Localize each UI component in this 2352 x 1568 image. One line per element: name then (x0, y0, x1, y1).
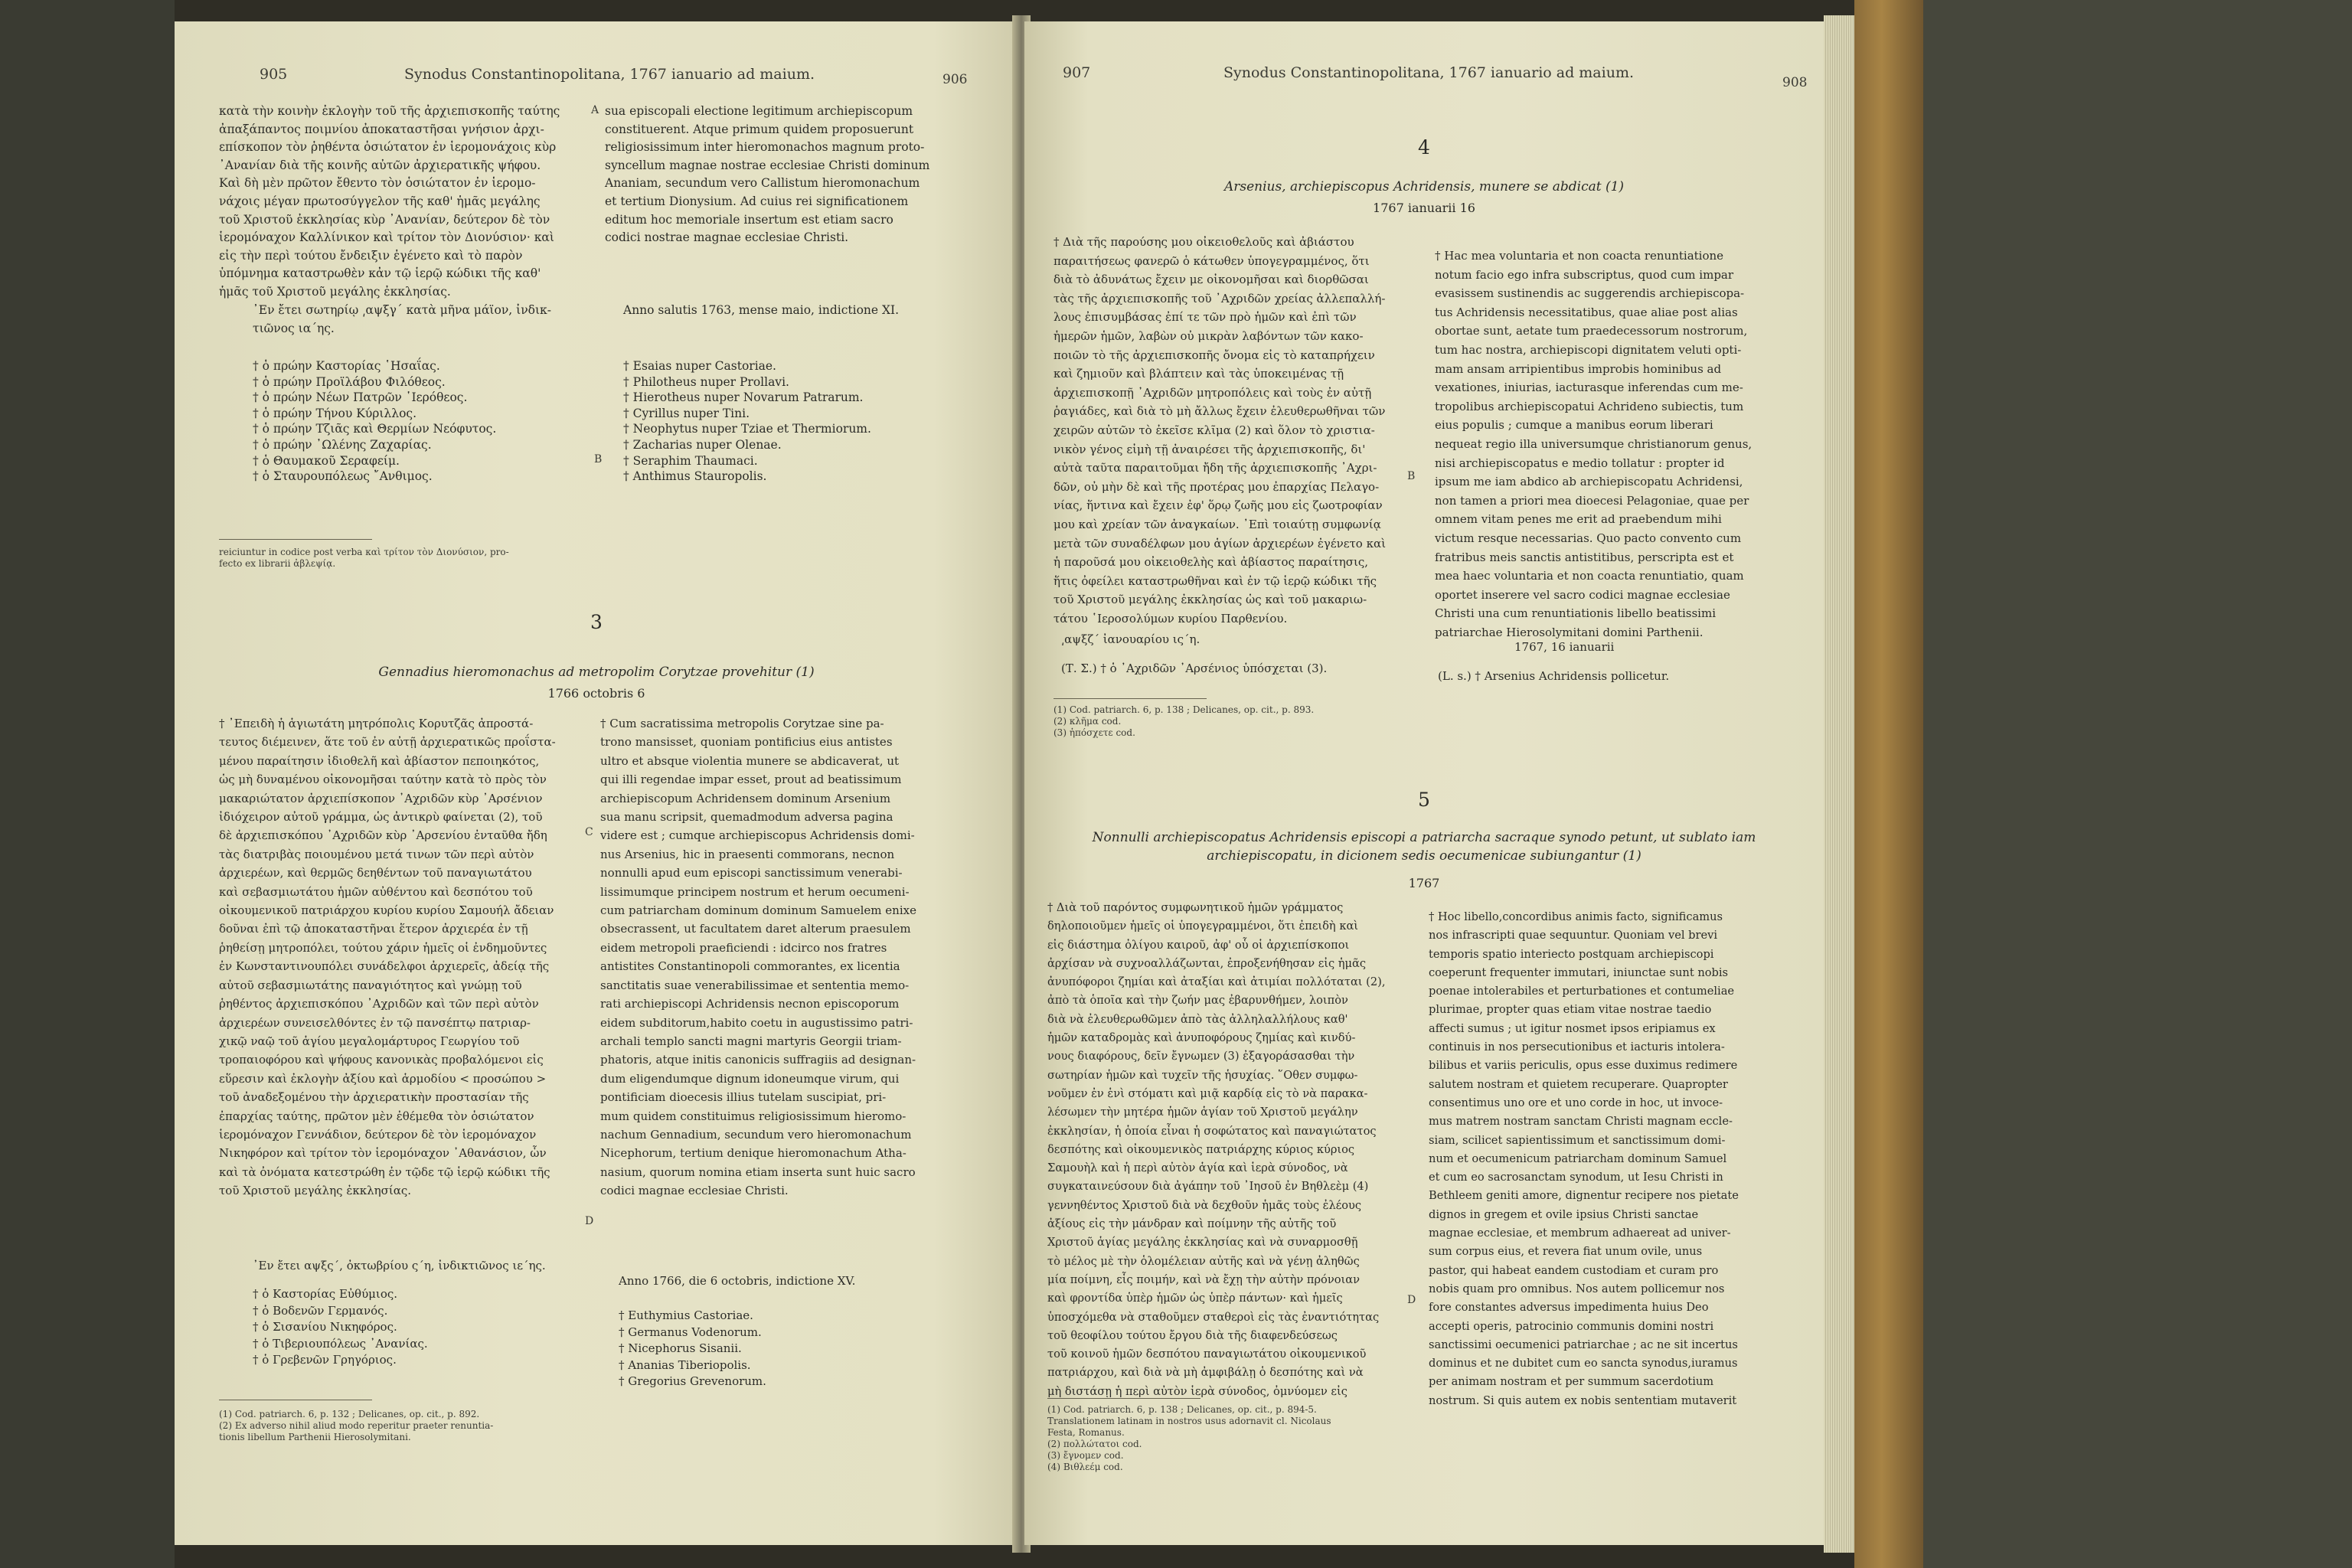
background-right (1923, 0, 2352, 1568)
signatures-latin: † Euthymius Castoriae. † Germanus Vodenorum. † Nicephorus Sisanii. † Ananias Tiberiopolis. † Gregorius Grevenorum. (619, 1308, 766, 1388)
date-latin: Anno salutis 1763, mense maio, indictione XI. (623, 303, 900, 317)
greek-column: † Διὰ τῆς παρούσης μου οἰκειοθελοῦς καὶ ἀβιάστου παραιτήσεως φανερῶ ὁ κάτωθεν ὑπογεγραμμένος, ὅτι διὰ τὸ ἀδυνάτως ἔχειν με οἰκονομῆσαι καὶ διορθῶσαι τὰς τῆς ἀρχιεπισκοπῆς τοῦ ᾿Αχριδῶν χρείας ἀλλεπαλλή- λους ἐπισυμβάσας ἐπί τε τῶν πρὸ ἡμῶν καὶ ἐπὶ τῶν ἡμερῶν ἡμῶν, λαβὼν οὐ μικρὰν λαβόντων τῶν κακο- ποιῶν τὸ τῆς ἀρχιεπισκοπῆς ὄνομα εἰς τὸ καταπρήχειν καὶ ζημιοῦν καὶ βλάπτειν καὶ τὰς ὑποκειμένας τῇ ἀρχιεπισκοπῇ ᾿Αχριδῶν μητροπόλεις καὶ τοὺς ἐν αὐτῇ ῥαγιάδες, καὶ διὰ τὸ μὴ ἄλλως ἔχειν ἐλευθερωθῆναι τῶν χειρῶν αὐτῶν τὸ ἐκεῖσε κλῖμα (2) καὶ ὅλον τὸ χριστια- νικὸν γένος εἰμὴ τῇ ἀναιρέσει τῆς ἀρχιεπισκοπῆς, δι' αὐτὰ ταῦτα παραιτοῦμαι ἤδη τῆς ἀρχιεπισκοπῆς ᾿Αχρι- δῶν, οὐ μὴν δὲ καὶ τῆς προτέρας μου ἐπαρχίας Πελαγο- νίας, ἥντινα καὶ ἔχειν ἐφ' ὅρῳ ζωῆς μου εἰς ζωοτροφίαν μου καὶ χρείαν τῶν ἀναγκαίων. ᾿Επὶ τοιαύτῃ συμφωνίᾳ μετὰ τῶν συναδέλφων μου ἁγίων ἀρχιερέων ἐγένετο καὶ ἡ παροῦσά μου οἰκειοθελὴς καὶ ἀβίαστος παραίτησις, ἥτις ὀφείλει καταστρωθῆναι καὶ ἐν τῷ ἱερῷ κώδικι τῆς τοῦ Χριστοῦ μεγάλης ἐκκλησίας ὡς καὶ τοῦ μακαριω- τάτου ῾Ιεροσολύμων κυρίου Παρθενίου. (1054, 235, 1386, 626)
document-title: Gennadius hieromonachus ad metropolim Corytzae provehitur (1) (378, 665, 815, 680)
book-cover-edge (1854, 0, 1923, 1568)
margin-marker: D (585, 1215, 594, 1227)
signature-greek: (Τ. Σ.) † ὁ ᾿Αχριδῶν ᾿Αρσένιος ὑπόσχεται (3). (1061, 662, 1328, 675)
page-number: 905 (260, 66, 288, 83)
document-title: Nonnulli archiepiscopatus Achridensis episcopi a patriarcha sacraque synodo petunt, ut sublato iam archiepiscopatu, in dicionem sedis oecumenicae subiungantur (1) (1092, 830, 1756, 864)
date-greek: ᾿Εν ἔτει αψξς΄, ὀκτωβρίου ς΄η, ἰνδικτιῶνος ιε΄ης. (253, 1259, 546, 1272)
footnote: (1) Cod. patriarch. 6, p. 138 ; Delicanes, op. cit., p. 893. (2) κλῆμα cod. (3) ἡπόσχετε cod. (1054, 704, 1315, 738)
margin-marker: C (585, 826, 593, 838)
document-date: 1767 (1408, 876, 1440, 890)
signatures-latin: † Esaias nuper Castoriae. † Philotheus nuper Prollavi. † Hierotheus nuper Novarum Patrarum. † Cyrillus nuper Tini. † Neophytus nuper Tziae et Thermiorum. † Zacharias nuper Olenae. † Seraphim Thaumaci. † Anthimus Stauropolis. (623, 359, 871, 484)
date-greek: ͵αψξζ΄ ἰανουαρίου ις΄η. (1061, 632, 1200, 646)
footnote-rule (1047, 1398, 1200, 1399)
footnote: reiciuntur in codice post verba καὶ τρίτον τὸν Διονύσιον, pro- fecto ex librarii ἀβλεψίᾳ. (219, 547, 509, 569)
latin-column: † Hac mea voluntaria et non coacta renuntiatione notum facio ego infra subscriptus, quod cum impar evasissem sustinendis ac suggerendis archiepiscopa- tus Achridensis necessitatibus, quae aliae post alias obortae sunt, aetate tum praedecessorum nostrorum, tum hac nostra, archiepiscopi dignitatem veluti opti- mam ansam arripientibus improbis hominibus ad vexationes, iniurias, iacturasque inferendas cum me- tropolibus archiepiscopatui Achrideno subiectis, tum eius populis ; cumque a manibus eorum liberari nequeat regio illa universumque christianorum genus, nisi archiepiscopatus e medio tollatur : propter id ipsum me iam abdico ab archiepiscopatu Achridensi, non tamen a priori mea dioecesi Pelagoniae, quae per omnem vitam penes me erit ad praebendum mihi victum resque necessarias. Quo pacto convento cum fratribus meis sanctis antistitibus, perscripta est et mea haec voluntaria et non coacta renuntiatio, quam oportet inserere vel sacro codici magnae ecclesiae Christi una cum renuntiationis libello beatissimi patriarchae Hierosolymitani domini Parthenii. (1435, 249, 1753, 639)
date-latin: Anno 1766, die 6 octobris, indictione XV. (619, 1274, 856, 1288)
date-greek: ᾿Εν ἔτει σωτηρίῳ ͵αψξγ΄ κατὰ μῆνα μάϊον, ἰνδικ- τιῶνος ια΄ης. (253, 303, 551, 335)
signatures-greek: † ὁ Καστορίας Εὐθύμιος. † ὁ Βοδενῶν Γερμανός. † ὁ Σισανίου Νικηφόρος. † ὁ Τιβεριουπόλεως ᾿Ανανίας. † ὁ Γρεβενῶν Γρηγόριος. (253, 1287, 428, 1367)
running-head: Synodus Constantinopolitana, 1767 ianuario ad maium. (404, 66, 815, 83)
date-latin: 1767, 16 ianuarii (1514, 640, 1615, 654)
margin-marker: B (594, 453, 603, 466)
running-head: Synodus Constantinopolitana, 1767 ianuario ad maium. (1223, 64, 1635, 81)
signatures-greek: † ὁ πρώην Καστορίας ῾Ησαΐας. † ὁ πρώην Προϊλάβου Φιλόθεος. † ὁ πρώην Νέων Πατρῶν ῾Ιερόθεος. † ὁ πρώην Τήνου Κύριλλος. † ὁ πρώην Τζιᾶς καὶ Θερμίων Νεόφυτος. † ὁ πρώην ᾿Ωλένης Ζαχαρίας. † ὁ Θαυμακοῦ Σεραφείμ. † ὁ Σταυρουπόλεως ῎Ανθιμος. (253, 359, 497, 484)
right-page (1024, 21, 1824, 1545)
footnote: (1) Cod. patriarch. 6, p. 138 ; Delicanes, op. cit., p. 894-5. Translationem latinam in nostros usus adornavit cl. Nicolaus Festa, Romanus. (2) πολλώτατοι cod. (3) ἔγνομεν cod. (4) Βιθλεέμ cod. (1047, 1404, 1331, 1472)
margin-marker: A (591, 104, 599, 116)
page-number: 907 (1063, 64, 1091, 81)
latin-column: sua episcopali electione legitimum archiepiscopum constituerent. Atque primum quidem proposuerunt religiosissimum inter hieromonachos magnum proto- syncellum magnae nostrae ecclesiae Christi dominum Ananiam, secundum vero Callistum hieromonachum et tertium Dionysium. Ad cuius rei significationem editum hoc memoriale insertum est etiam sacro codici nostrae magnae ecclesiae Christi. (605, 104, 930, 245)
margin-marker: B (1407, 470, 1416, 482)
footnote: (1) Cod. patriarch. 6, p. 132 ; Delicanes, op. cit., p. 892. (2) Ex adverso nihil aliud modo reperitur praeter renuntia- tionis libellum Parthenii Hierosolymitani. (219, 1409, 494, 1442)
document-number: 3 (590, 611, 603, 633)
margin-marker: D (1407, 1294, 1416, 1306)
page-number: 906 (942, 72, 968, 87)
latin-column: † Hoc libello,concordibus animis facto, significamus nos infrascripti quae sequuntur. Quoniam vel brevi temporis spatio interiecto postquam archiepiscopi coeperunt frequenter immutari, iniunctae sunt nobis poenae intolerabiles et perturbationes et contumeliae plurimae, propter quas etiam vitae nostrae taedio affecti sumus ; ut igitur nosmet ipsos eripiamus ex continuis in nos persecutionibus et iacturis intolera- bilibus et variis periculis, opus esse duximus redimere salutem nostram et quietem recuperare. Quapropter consentimus uno ore et uno corde in hoc, ut invoce- mus matrem nostram sanctam Christi magnam eccle- siam, scilicet sapientissimum et sanctissimum domi- num et oecumenicum patriarcham dominum Samuel et cum eo sacrosanctam synodum, ut Iesu Christi in Bethleem geniti amore, dignentur recipere nos pietate dignos in gregem et ovile ipsius Christi sanctae magnae ecclesiae, et membrum adhaereat ad univer- sum corpus eius, et revera fiat unum ovile, unus pastor, qui habeat eandem custodiam et curam pro nobis quam pro omnibus. Nos autem pollicemur nos fore constantes adversus impedimenta huius Deo accepti operis, patrocinio communis domini nostri sanctissimi oecumenici patriarchae ; ac ne sit incertus dominus et ne dubitet cum eo sancta synodus,iuramus per animam nostram et per summum sacerdotium nostrum. Si quis autem ex nobis sententiam mutaverit (1429, 910, 1739, 1407)
footnote-rule (219, 539, 372, 540)
greek-column: † Διὰ τοῦ παρόντος συμφωνητικοῦ ἡμῶν γράμματος δηλοποιοῦμεν ἡμεῖς οἱ ὑπογεγραμμένοι, ὅτι ἐπειδὴ καὶ εἰς διάστημα ὀλίγου καιροῦ, ἀφ' οὗ οἱ ἀρχιεπίσκοποι ἀρχίσαν νὰ συχνοαλλάζωνται, ἐπροξενήθησαν εἰς ἡμᾶς ἀνυπόφοροι ζημίαι καὶ ἀταξίαι καὶ ἀτιμίαι πολλόταται (2), ἀπὸ τὰ ὁποῖα καὶ τὴν ζωήν μας ἐβαρυνθήμεν, λοιπὸν διὰ νὰ ἐλευθερωθῶμεν ἀπὸ τὰς ἀλληλαλλήλους καθ' ἡμῶν καταδρομὰς καὶ ἀνυποφόρους ζημίας καὶ κινδύ- νους διαφόρους, δεῖν ἔγνωμεν (3) ἐξαγοράσασθαι τὴν σωτηρίαν ἡμῶν καὶ τυχεῖν τῆς ἡσυχίας. ῞Οθεν συμφω- νοῦμεν ἐν ἑνὶ στόματι καὶ μιᾷ καρδίᾳ εἰς τὸ νὰ παρακα- λέσωμεν τὴν μητέρα ἡμῶν ἁγίαν τοῦ Χριστοῦ μεγάλην ἐκκλησίαν, ἡ ὁποία εἶναι ἡ σοφώτατος καὶ παναγιώτατος δεσπότης καὶ οἰκουμενικὸς πατριάρχης κύριος κύριος Σαμουὴλ καὶ ἡ περὶ αὐτὸν ἁγία καὶ ἱερὰ σύνοδος, νὰ συγκαταινεύσουν διὰ ἀγάπην τοῦ ᾿Ιησοῦ ἐν Βηθλεὲμ (4) γεννηθέντος Χριστοῦ διὰ νὰ δεχθοῦν ἡμᾶς τοὺς ἐλέους ἀξίους εἰς τὴν μάνδραν καὶ ποίμνην τῆς αὐτῆς τοῦ Χριστοῦ ἁγίας μεγάλης ἐκκλησίας καὶ νὰ συναρμοσθῇ τὸ μέλος μὲ τὴν ὁλομέλειαν αὐτῆς καὶ νὰ γένῃ ἀληθῶς μία ποίμνη, εἷς ποιμήν, καὶ νὰ ἔχῃ τὴν αὐτὴν πρόνοιαν καὶ φροντίδα ὑπὲρ ἡμῶν ὡς ὑπὲρ πάντων· καὶ ἡμεῖς ὑποσχόμεθα νὰ σταθοῦμεν σταθεροὶ εἰς τὰς ἐναντιότητας τοῦ θεοφίλου τούτου ἔργου διὰ τῆς διαφενδεύσεως τοῦ κοινοῦ ἡμῶν δεσπότου παναγιωτάτου οἰκουμενικοῦ πατριάρχου, καὶ διὰ νὰ μὴ ἀμφιβάλῃ ὁ δεσπότης καὶ νὰ μὴ διστάσῃ ἡ περὶ αὐτὸν ἱερὰ σύνοδος, ὀμνύομεν εἰς (1047, 901, 1386, 1398)
signature-latin: (L. s.) † Arsenius Achridensis pollicetur. (1438, 669, 1670, 683)
latin-column: † Cum sacratissima metropolis Corytzae sine pa- trono mansisset, quoniam pontificius eius antistes ultro et absque violentia munere se abdicaverat, ut qui illi regendae impar esset, prout ad beatissimum archiepiscopum Achridensem dominum Arsenium sua manu scripsit, quemadmodum adversa pagina videre est ; cumque archiepiscopus Achridensis domi- nus Arsenius, hic in praesenti commorans, necnon nonnulli apud eum episcopi sanctissimum venerabi- lissimumque principem nostrum et herum oecumeni- cum patriarcham dominum dominum Samuelem enixe obsecrassent, ut facultatem daret alterum praesulem eidem metropoli praeficiendi : idcirco nos fratres antistites Constantinopoli commorantes, ex licentia sanctitatis suae venerabilissimae et sententia memo- rati archiepiscopi Achridensis necnon episcoporum eidem subditorum,habito coetu in augustissimo patri- archali templo sancti magni martyris Georgii triam- phatoris, atque initis canonicis suffragiis ad designan- dum eligendumque dignum idoneumque virum, qui pontificiam dioecesis illius tutelam suscipiat, pri- mum quidem constituimus religiosissimum hieromo- nachum Gennadium, secundum vero hieromonachum Nicephorum, tertium denique hieromonachum Atha- nasium, quorum nomina etiam inserta sunt huic sacro codici magnae ecclesiae Christi. (600, 717, 916, 1198)
greek-column: κατὰ τὴν κοινὴν ἐκλογὴν τοῦ τῆς ἀρχιεπισκοπῆς ταύτης ἀπαξάπαντος ποιμνίου ἀποκαταστῆσαι γνήσιον ἀρχι- επίσκοπον τὸν ῥηθέντα ὁσιώτατον ἐν ἱερομονάχοις κὺρ ᾿Ανανίαν διὰ τῆς κοινῆς αὐτῶν ἀρχιερατικῆς ψήφου. Καὶ δὴ μὲν πρῶτον ἔθεντο τὸν ὁσιώτατον ἐν ἱερομο- νάχοις μέγαν πρωτοσύγγελον τῆς καθ' ἡμᾶς μεγάλης τοῦ Χριστοῦ ἐκκλησίας κὺρ ᾿Ανανίαν, δεύτερον δὲ τὸν ἱερομόναχον Καλλίνικον καὶ τρίτον τὸν Διονύσιον· καὶ εἰς τὴν περὶ τούτου ἔνδειξιν ἐγένετο καὶ τὸ παρὸν ὑπόμνημα καταστρωθὲν κἀν τῷ ἱερῷ κώδικι τῆς καθ' ἡμᾶς τοῦ Χριστοῦ μεγάλης ἐκκλησίας. (219, 104, 560, 299)
background-left (0, 0, 175, 1568)
greek-column: † ᾿Επειδὴ ἡ ἁγιωτάτη μητρόπολις Κορυτζᾶς ἀπροστά- τευτος διέμεινεν, ἅτε τοῦ ἐν αὐτῇ ἀρχιερατικῶς προΐστα- μένου παραίτησιν ἰδιοθελῆ καὶ ἀβίαστον πεποιηκότος, ὡς μὴ δυναμένου οἰκονομῆσαι ταύτην κατὰ τὸ πρὸς τὸν μακαριώτατον ἀρχιεπίσκοπον ᾿Αχριδῶν κὺρ ᾿Αρσένιον ἰδιόχειρον αὐτοῦ γράμμα, ὡς ἀντικρὺ φαίνεται (2), τοῦ δὲ ἀρχιεπισκόπου ᾿Αχριδῶν κὺρ ᾿Αρσενίου ἐνταῦθα ἤδη τὰς διατριβὰς ποιουμένου μετά τινων τῶν περὶ αὐτὸν ἀρχιερέων, καὶ θερμῶς δεηθέντων τοῦ παναγιωτάτου καὶ σεβασμιωτάτου ἡμῶν αὐθέντου καὶ δεσπότου τοῦ οἰκουμενικοῦ πατριάρχου κυρίου κυρίου Σαμουήλ ἄδειαν δοῦναι ἐπὶ τῷ ἀποκαταστῆναι ἕτερον ἀρχιερέα ἐν τῇ ῥηθείσῃ μητροπόλει, τούτου χάριν ἡμεῖς οἱ ἐνδημοῦντες ἐν Κωνσταντινουπόλει συνάδελφοι ἀρχιερεῖς, ἀδείᾳ τῆς αὐτοῦ σεβασμιωτάτης παναγιότητος καὶ γνώμῃ τοῦ ῥηθέντος ἀρχιεπισκόπου ᾿Αχριδῶν καὶ τῶν περὶ αὐτὸν ἀρχιερέων συνεισελθόντες ἐν τῷ πανσέπτῳ πατριαρ- χικῷ ναῷ τοῦ ἁγίου μεγαλομάρτυρος Γεωργίου τοῦ τροπαιοφόρου καὶ ψήφους κανονικὰς προβαλόμενοι εἰς εὕρεσιν καὶ ἐκλογὴν ἀξίου καὶ ἁρμοδίου < προσώπου > τοῦ ἀναδεξομένου τὴν ἀρχιερατικὴν προστασίαν τῆς ἐπαρχίας ταύτης, πρῶτον μὲν ἐθέμεθα τὸν ὁσιώτατον ἱερομόναχον Γεννάδιον, δεύτερον δὲ τὸν ἱερομόναχον Νικηφόρον καὶ τρίτον τὸν ἱερομόναχον ᾿Αθανάσιον, ὧν καὶ τὰ ὀνόματα κατεστρώθη ἐν τῷδε τῷ ἱερῷ κώδικι τῆς τοῦ Χριστοῦ μεγάλης ἐκκλησίας. (219, 717, 556, 1198)
document-title: Arsenius, archiepiscopus Achridensis, munere se abdicat (1) (1223, 179, 1625, 194)
footnote-rule (1054, 698, 1207, 699)
left-page (175, 21, 1018, 1545)
document-number: 4 (1418, 136, 1430, 158)
page-edges (1824, 15, 1854, 1553)
document-number: 5 (1418, 789, 1430, 811)
document-date: 1766 octobris 6 (547, 686, 645, 701)
document-date: 1767 ianuarii 16 (1373, 201, 1475, 215)
page-number: 908 (1782, 75, 1808, 90)
